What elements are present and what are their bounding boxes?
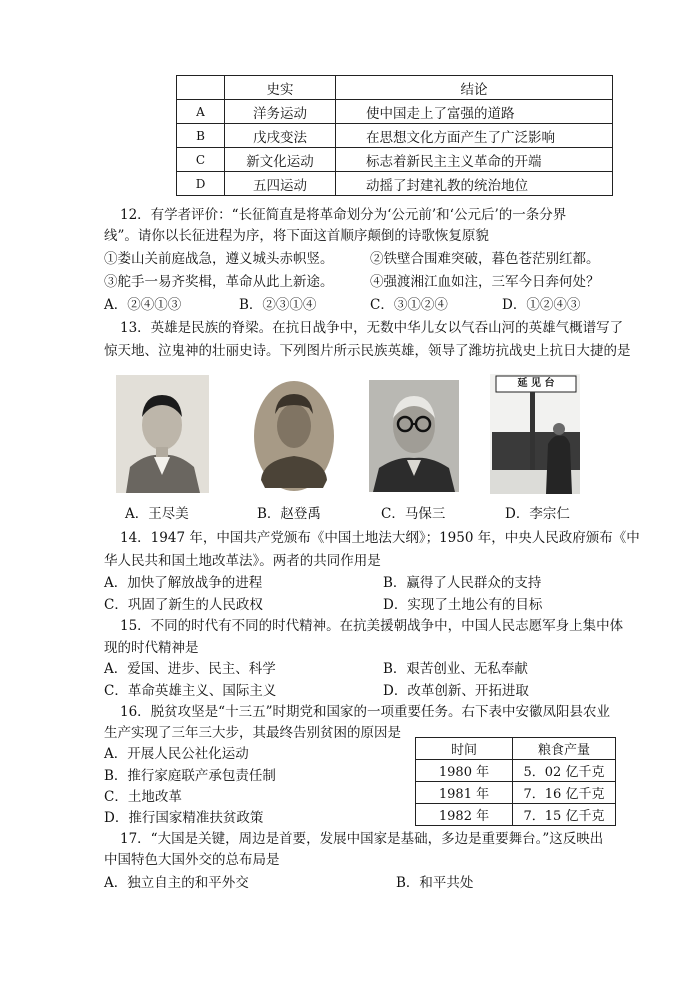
table-cell: 1981 年 bbox=[416, 782, 513, 804]
q14-option-c[interactable]: C．巩固了新生的人民政权 bbox=[104, 597, 263, 613]
table-cell: D bbox=[177, 172, 225, 196]
table-cell: 1982 年 bbox=[416, 804, 513, 826]
q12-poem-line: ④强渡湘江血如注，三军今日奔何处？ bbox=[370, 274, 600, 290]
table-header-row bbox=[416, 738, 616, 760]
q14-stem-line2: 华人民共和国土地改革法》。两者的共同作用是 bbox=[104, 553, 381, 569]
q12-option-c[interactable]: C．③①②④ bbox=[370, 297, 448, 313]
table-cell: 使中国走上了富强的道路 bbox=[336, 100, 613, 124]
table-header-cell bbox=[177, 76, 225, 100]
portrait-photo-b[interactable] bbox=[253, 380, 335, 492]
q16-option-a[interactable]: A．开展人民公社化运动 bbox=[104, 746, 249, 762]
table-header-cell: 时间 bbox=[416, 738, 513, 760]
q17-stem-line1: 17．“大国是关键，周边是首要，发展中国家是基础，多边是重要舞台。”这反映出 bbox=[120, 831, 604, 847]
table-cell: 5．02 亿千克 bbox=[513, 760, 616, 782]
table-cell: C bbox=[177, 148, 225, 172]
q16-option-c[interactable]: C．土地改革 bbox=[104, 789, 182, 805]
q15-option-d[interactable]: D．改革创新、开拓进取 bbox=[383, 683, 529, 699]
portrait-photo-c[interactable] bbox=[369, 380, 459, 492]
q13-stem-line1: 13．英雄是民族的脊梁。在抗日战争中，无数中华儿女以气吞山河的英雄气概谱写了 bbox=[120, 320, 624, 336]
table-row bbox=[416, 804, 616, 826]
q17-option-a[interactable]: A．独立自主的和平外交 bbox=[104, 875, 249, 891]
table-cell: B bbox=[177, 124, 225, 148]
q12-poem-line: ③舵手一易齐奖楫，革命从此上新途。 bbox=[104, 274, 334, 290]
table-header-cell: 史实 bbox=[225, 76, 336, 100]
photo-caption-d[interactable]: D．李宗仁 bbox=[505, 506, 570, 522]
q15-stem-line2: 现的时代精神是 bbox=[104, 640, 199, 656]
q16-stem-line2: 生产实现了三年三大步，其最终告别贫困的原因是 bbox=[104, 725, 401, 741]
q15-option-a[interactable]: A．爱国、进步、民主、科学 bbox=[104, 661, 276, 677]
q12-stem-line2: 线”。请你以长征进程为序，将下面这首顺序颠倒的诗歌恢复原貌 bbox=[104, 228, 489, 244]
q16-option-d[interactable]: D．推行国家精准扶贫政策 bbox=[104, 810, 264, 826]
table-row bbox=[177, 124, 613, 148]
table-cell: 7．15 亿千克 bbox=[513, 804, 616, 826]
q16-option-b[interactable]: B．推行家庭联产承包责任制 bbox=[104, 768, 276, 784]
q17-stem-line2: 中国特色大国外交的总布局是 bbox=[104, 852, 280, 868]
photo-caption-c[interactable]: C．马保三 bbox=[381, 506, 446, 522]
q14-option-b[interactable]: B．赢得了人民群众的支持 bbox=[383, 575, 542, 591]
photo-caption-b[interactable]: B．赵登禹 bbox=[257, 506, 321, 522]
q12-option-b[interactable]: B．②③①④ bbox=[239, 297, 317, 313]
q15-option-b[interactable]: B．艰苦创业、无私奉献 bbox=[383, 661, 528, 677]
q12-stem-line1: 12．有学者评价：“长征简直是将革命划分为‘公元前’和‘公元后’的一条分界 bbox=[120, 207, 567, 223]
grain-output-table bbox=[415, 737, 616, 826]
table-header-cell: 粮食产量 bbox=[513, 738, 616, 760]
table-cell: 1980 年 bbox=[416, 760, 513, 782]
q13-stem-line2: 惊天地、泣鬼神的壮丽史诗。下列图片所示民族英雄，领导了潍坊抗战史上抗日大捷的是 bbox=[104, 343, 631, 359]
table-cell: 动摇了封建礼教的统治地位 bbox=[336, 172, 613, 196]
table-cell: A bbox=[177, 100, 225, 124]
table-cell: 戊戌变法 bbox=[225, 124, 336, 148]
table-cell: 洋务运动 bbox=[225, 100, 336, 124]
q12-poem-line: ①娄山关前庭战急，遵义城头赤帜竖。 bbox=[104, 251, 334, 267]
photo-d-station-sign[interactable] bbox=[490, 374, 580, 494]
q15-option-c[interactable]: C．革命英雄主义、国际主义 bbox=[104, 683, 277, 699]
table-cell: 新文化运动 bbox=[225, 148, 336, 172]
q12-poem-line: ②铁壁合围难突破，暮色苍茫别红都。 bbox=[370, 251, 600, 267]
q14-stem-line1: 14．1947 年，中国共产党颁布《中国土地法大纲》；1950 年，中央人民政府颁布《中 bbox=[120, 530, 640, 546]
q14-option-a[interactable]: A．加快了解放战争的进程 bbox=[104, 575, 263, 591]
table-cell: 7．16 亿千克 bbox=[513, 782, 616, 804]
table-row bbox=[177, 172, 613, 196]
q12-option-d[interactable]: D．①②④③ bbox=[502, 297, 581, 313]
table-row bbox=[177, 148, 613, 172]
q12-option-a[interactable]: A．②④①③ bbox=[104, 297, 182, 313]
table-cell: 在思想文化方面产生了广泛影响 bbox=[336, 124, 613, 148]
table-row bbox=[177, 100, 613, 124]
q14-option-d[interactable]: D．实现了土地公有的目标 bbox=[383, 597, 543, 613]
table-cell: 五四运动 bbox=[225, 172, 336, 196]
station-sign-text: 延 见 台 bbox=[517, 378, 555, 389]
q17-option-b[interactable]: B．和平共处 bbox=[396, 875, 474, 891]
q15-stem-line1: 15．不同的时代有不同的时代精神。在抗美援朝战争中，中国人民志愿军身上集中体 bbox=[120, 618, 624, 634]
photo-caption-a[interactable]: A．王尽美 bbox=[125, 506, 189, 522]
portrait-photo-a[interactable] bbox=[116, 375, 209, 493]
table-header-row bbox=[177, 76, 613, 100]
history-conclusion-table bbox=[176, 75, 613, 196]
table-row bbox=[416, 760, 616, 782]
q16-stem-line1: 16．脱贫攻坚是“十三五”时期党和国家的一项重要任务。右下表中安徽凤阳县农业 bbox=[120, 704, 610, 720]
table-header-cell: 结论 bbox=[336, 76, 613, 100]
table-cell: 标志着新民主主义革命的开端 bbox=[336, 148, 613, 172]
table-row bbox=[416, 782, 616, 804]
